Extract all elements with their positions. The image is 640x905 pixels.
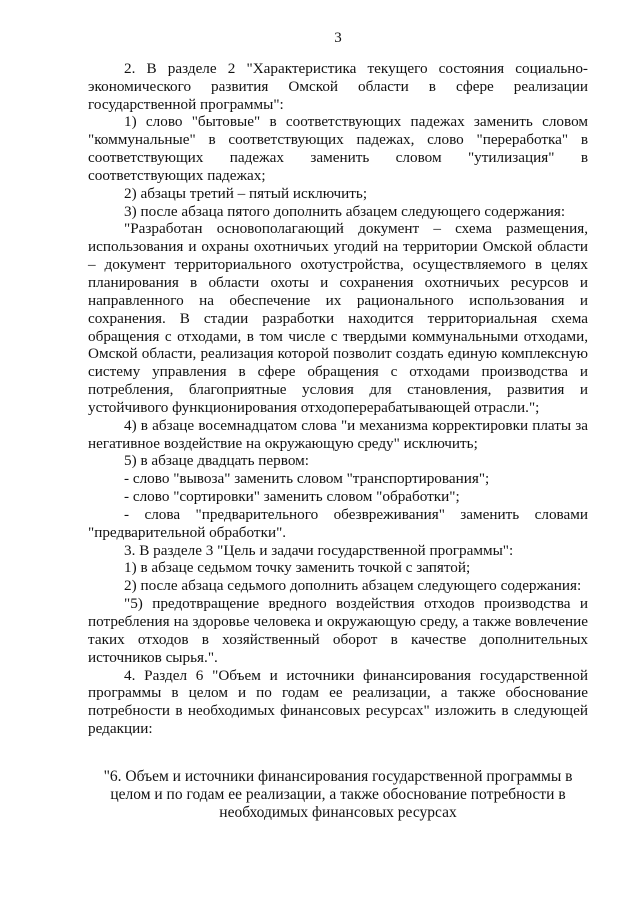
page-number: 3 [334, 30, 342, 46]
list-item: - слово "вывоза" заменить словом "транспортирования"; [124, 470, 490, 488]
paragraph: 1) слово "бытовые" в соответствующих падежах заменить словом "коммунальные" в соответствующих падежах, слово "переработка" в соответствующих падежах заменить словом "утилизация" в соответствующих падежах; [88, 113, 588, 184]
paragraph: 1) в абзаце седьмом точку заменить точкой с запятой; [124, 559, 471, 577]
document-page [88, 30, 588, 822]
paragraph: 2. В разделе 2 "Характеристика текущего состояния социально-экономического развития Омской области в сфере реализации государственной программы": [88, 59, 588, 113]
paragraph: "Разработан основополагающий документ – схема размещения, использования и охраны охотничьих угодий на территории Омской области – документ территориального охотустройства, осуществляемого в целях планирования в области охоты и сохранения охотничьих ресурсов и направленного на обеспечение их рационального использования и сохранения. В стадии разработки находится территориальная схема обращения с отходами, в том числе с твердыми коммунальными отходами, Омской области, реализация которой позволит создать единую комплексную систему управления в сфере обращения с отходами производства и потребления, благоприятные условия для становления, развития и устойчивого функционирования отходоперерабатывающей отрасли."; [88, 220, 588, 416]
list-item: - слова "предварительного обезвреживания" заменить словами "предварительной обработки". [88, 505, 588, 541]
paragraph: 3. В разделе 3 "Цель и задачи государственной программы": [124, 541, 514, 559]
paragraph: "5) предотвращение вредного воздействия отходов производства и потребления на здоровье человека и окружающую среду, а также вовлечение таких отходов в хозяйственный оборот в качестве дополнительных источников сырья.". [88, 595, 588, 666]
paragraph: 4) в абзаце восемнадцатом слова "и механизма корректировки платы за негативное воздействие на окружающую среду" исключить; [88, 416, 588, 452]
list-item: - слово "сортировки" заменить словом "обработки"; [124, 488, 460, 506]
paragraph: 2) абзацы третий – пятый исключить; [124, 184, 368, 202]
paragraph: 4. Раздел 6 "Объем и источники финансирования государственной программы в целом и по годам ее реализации, а также обоснование потребности в необходимых финансовых ресурсах" изложить в следующей редакции: [88, 666, 588, 738]
section-heading: "6. Объем и источники финансирования государственной программы в целом и по годам ее реализации, а также обоснование потребности в необходимых финансовых ресурсах [103, 767, 573, 821]
paragraph: 3) после абзаца пятого дополнить абзацем следующего содержания: [124, 202, 566, 220]
paragraph: 2) после абзаца седьмого дополнить абзацем следующего содержания: [124, 577, 582, 595]
paragraph: 5) в абзаце двадцать первом: [124, 452, 309, 470]
